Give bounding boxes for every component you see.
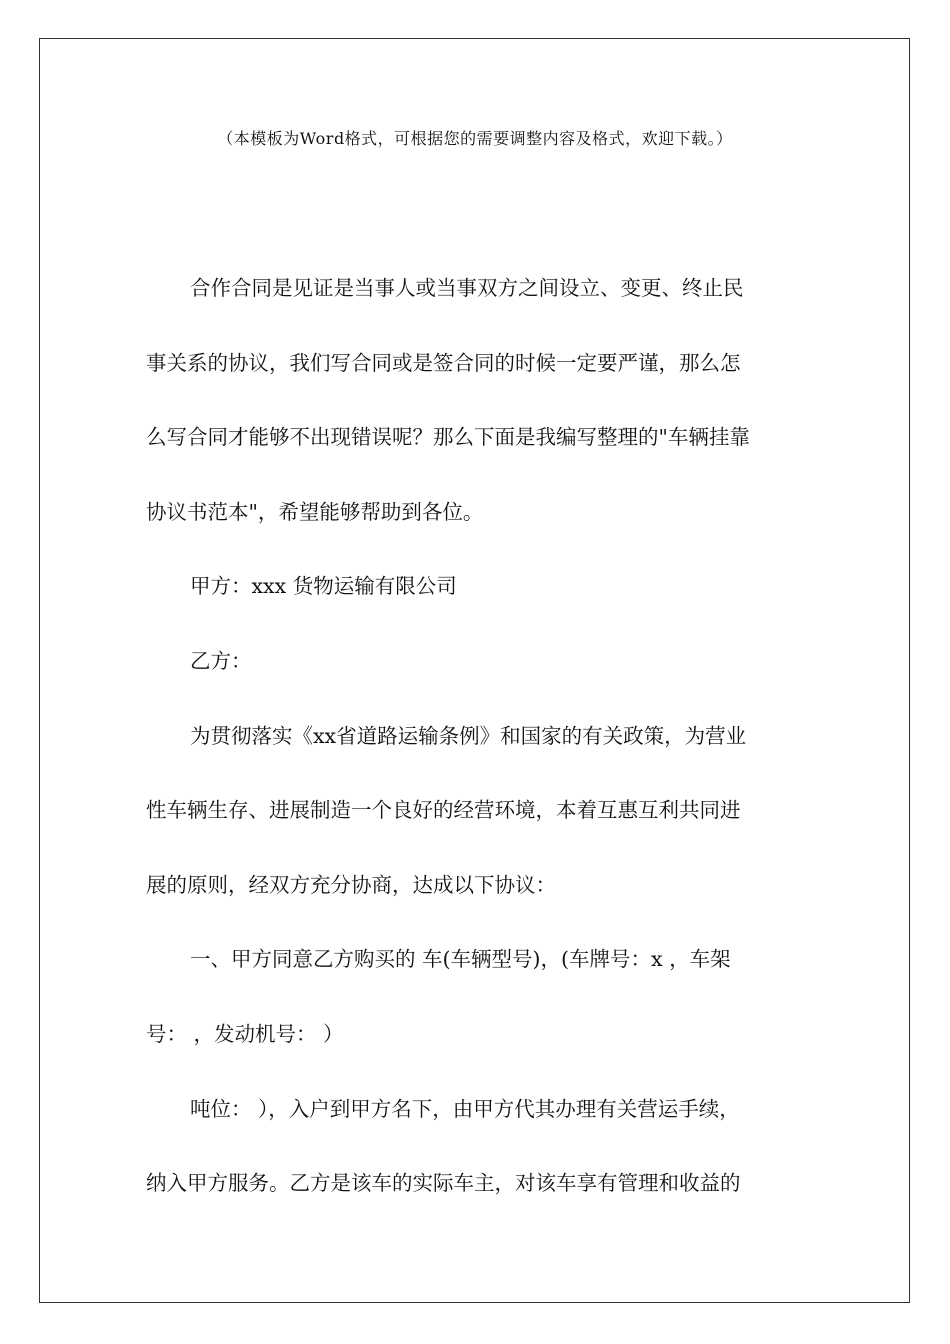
paragraph-intro-line-4: 协议书范本"，希望能够帮助到各位。 (146, 499, 484, 524)
paragraph-intro-line-1: 合作合同是见证是当事人或当事双方之间设立、变更、终止民 (190, 276, 744, 300)
template-notice: （本模板为Word格式，可根据您的需要调整内容及格式，欢迎下载。） (217, 129, 733, 148)
paragraph-intro-line-2: 事关系的协议，我们写合同或是签合同的时候一定要严谨，那么怎 (146, 350, 741, 375)
party-b-line: 乙方： (190, 648, 252, 673)
party-a-line: 甲方：xxx 货物运输有限公司 (190, 574, 457, 599)
clause-1-line-4: 纳入甲方服务。乙方是该车的实际车主，对该车享有管理和收益的 (146, 1171, 741, 1196)
clause-1-line-3: 吨位： ），入户到甲方名下，由甲方代其办理有关营运手续， (190, 1096, 740, 1121)
paragraph-purpose-line-3: 展的原则，经双方充分协商，达成以下协议： (146, 872, 556, 897)
paragraph-intro-line-3: 么写合同才能够不出现错误呢？那么下面是我编写整理的"车辆挂靠 (146, 425, 750, 450)
clause-1-line-1: 一、甲方同意乙方购买的 车(车辆型号)，(车牌号：x ，车架 (190, 947, 731, 972)
paragraph-purpose-line-2: 性车辆生存、进展制造一个良好的经营环境，本着互惠互利共同进 (146, 798, 741, 823)
clause-1-line-2: 号： ，发动机号： ） (146, 1021, 344, 1046)
paragraph-purpose-line-1: 为贯彻落实《xx省道路运输条例》和国家的有关政策，为营业 (190, 723, 747, 748)
document-body (146, 268, 816, 1238)
